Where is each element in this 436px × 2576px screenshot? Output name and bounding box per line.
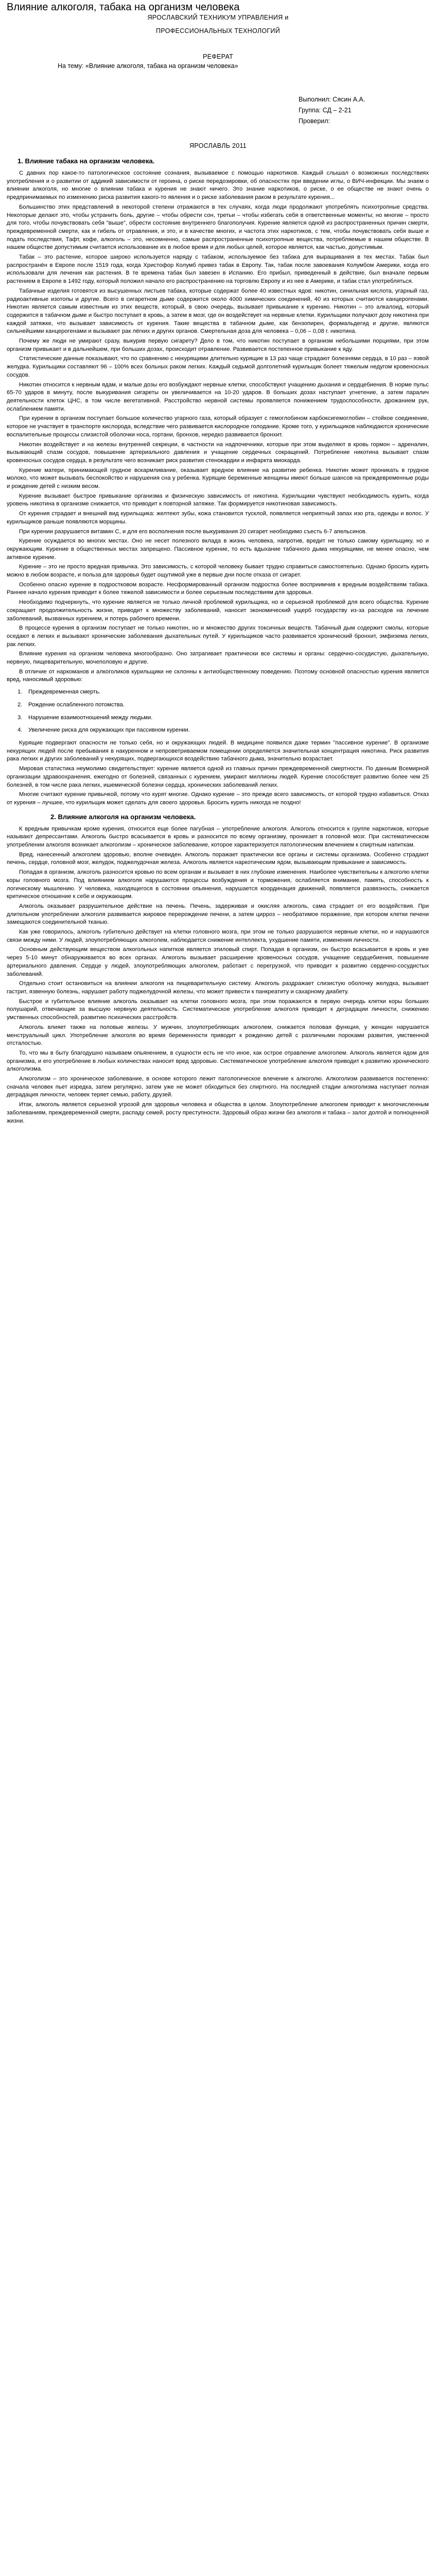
topic: На тему: «Влияние алкоголя, табака на организм человека» — [58, 62, 238, 70]
list-item-number: 2. — [18, 701, 23, 708]
paragraph: Мировая статистика неумолимо свидетельствует: курение является одной из главных причин преждевременной смертности. По данным Всемирной организации здравоохранения, ежегодно от болезней, связанных с курением, умирают миллионы людей. Курение способствует развитию более чем 25 болезней, в том числе рака легких, ишемической болезни сердца, хронических заболеваний легких. — [7, 766, 429, 788]
paragraph: Курящие подвергают опасности не только себя, но и окружающих людей. В медицине появился даже термин "пассивное курение". В организме некурящих людей после пребывания в накуренном и непроветриваемом помещении определяется значительная концентрация никотина. Риск развития рака легких и других заболеваний у некурящих, подвергающихся воздействию табачного дыма, значительно возрастает. — [7, 740, 429, 762]
paragraph: С давних пор какое-то патологическое состояние сознания, вызываемое с помощью наркотиков. Каждый слышал о возможных последствиях употребления и о развитии от аддикий зависимости от героина, о риске передозировки, об опасностях при введении иглы, о ВИЧ-инфекции. Мы знаем о влиянии алкоголя, но многие о влиянии табака и курения не знают ничего. Это знание наркотиков, о риске, о ее обществе не знают очень о предпринимаемых по изменению риска развития какого-то явления и о риске заболевания раком в результате курения... — [7, 170, 429, 201]
paragraph: То, что мы в быту благодушно называем опьянением, в сущности есть не что иное, как острое отравление алкоголем. Алкоголь является ядом для организма, и его употребление в любых количествах наносит вред здоровью. Систематическое употребление алкоголя приводит к развитию хронического алкоголизма. — [7, 1049, 429, 1073]
document-title: Влияние алкоголя, табака на организм человека — [7, 2, 240, 13]
list-item-number: 4. — [18, 727, 23, 734]
paragraph: Вред, нанесенный алкоголем здоровью, вполне очевиден. Алкоголь поражает практически все органы и системы организма. Особенно страдают печень, сердце, головной мозг, желудок, поджелудочная железа. Алкоголь является наркотическим ядом, вызывающим привыкание и зависимость. — [7, 851, 429, 866]
list-item-text: Преждевременная смерть. — [28, 689, 101, 696]
paragraph: Никотин воздействует и на железы внутренней секреции, в частности на надпочечники, которые при этом выделяют в кровь гормон – адреналин, вызывающий спазм сосудов, повышение артериального давления и учащение сердечных сокращений. Потребление никотина вызывает спазм кровеносных сосудов сердца, в результате чего возникает риск развития стенокардии и инфаркта миокарда. — [7, 441, 429, 464]
section-tobacco-paragraphs — [7, 170, 429, 684]
paragraph: Основным действующим веществом алкогольных напитков является этиловый спирт. Попадая в организм, он быстро всасывается в кровь и уже через 5-10 минут обнаруживается во всех органах. Алкоголь вызывает расширение кровеносных сосудов, учащение сердцебиения, повышение артериального давления. Сердце у людей, злоупотребляющих алкоголем, работает с перегрузкой, что приводит к развитию сердечно-сосудистых заболеваний. — [7, 946, 429, 977]
list-item-text: Увеличение риска для окружающих при пассивном курении. — [28, 727, 190, 734]
list-item-text: Нарушение взаимоотношений между людьми. — [28, 714, 153, 721]
paragraph: Влияние курения на организм человека многообразно. Оно затрагивает практически все системы и органы: сердечно-сосудистую, дыхательную, нервную, пищеварительную, мочеполовую и другие. — [7, 651, 429, 666]
paragraph: Как уже говорилось, алкоголь губительно действует на клетки головного мозга, при этом не только разрушаются нервные клетки, но и нарушаются связи между ними. У людей, злоупотребляющих алкоголем, наблюдается снижение интеллекта, ухудшение памяти, изменения личности. — [7, 929, 429, 943]
section-heading-tobacco: 1. Влияние табака на организм человека. — [18, 157, 155, 165]
city-year: ЯРОСЛАВЛЬ 2011 — [189, 142, 247, 149]
paragraph: Быстрое и губительное влияние алкоголь оказывает на клетки головного мозга, при этом поражаются в первую очередь клетки коры больших полушарий, отвечающие за высшую нервную деятельность. Систематическое употребление алкоголя приводит к деградации личности, снижению умственных способностей, развитию психических расстройств. — [7, 998, 429, 1021]
list-item — [18, 726, 429, 735]
paragraph: Курение – это не просто вредная привычка. Это зависимость, с которой человеку бывает трудно справиться самостоятельно. Однако бросить курить можно в любом возрасте, и польза для здоровья будет ощутимой уже в первые дни после отказа от сигарет. — [7, 564, 429, 579]
list-item — [18, 688, 429, 697]
paragraph: Курение матери, принимающей грудное вскармливание, оказывает вредное влияние на развитие ребенка. Никотин может проникать в грудное молоко, что может вызывать беспокойство и нарушения сна у ребенка. Курящие беременные женщины имеют больше шансов на преждевременные роды и рождение детей с низким весом. — [7, 467, 429, 490]
author: Выполнил: Сясин А.А. — [299, 96, 365, 103]
paragraph: Алкоголизм – это хроническое заболевание, в основе которого лежит патологическое влечение к алкоголю. Алкоголизм развивается постепенно: сначала человек пьет изредка, затем регулярно, затем уже не может обходиться без спиртного. На последней стадии алкоголизма наступает полная деградация личности, человек теряет семью, работу, друзей. — [7, 1076, 429, 1098]
paragraph: При курении разрушается витамин С, и для его восполнения после выкуривания 20 сигарет необходимо съесть 6-7 апельсинов. — [19, 528, 367, 535]
paragraph: Попадая в организм, алкоголь разносится кровью по всем органам и вызывает в них глубокие изменения. Наиболее чувствительны к алкоголю клетки коры головного мозга. Под влиянием алкоголя нарушаются процессы возбуждения и торможения, ослабляется внимание, память, способность к логическому мышлению. У человека, находящегося в состоянии опьянения, нарушается координация движений, появляется развязность, снижается критическое отношение к себе и окружающим. — [7, 869, 429, 900]
paragraph: Никотин относится к нервным ядам, и малые дозы его возбуждают нервные клетки, способствуют учащению дыхания и сердцебиения. В норме пульс 65-70 ударов в минуту, после выкуривания сигареты он увеличивается на 10-20 ударов. В больших дозах наступает угнетение, а затем паралич деятельности клеток ЦНС, в том числе вегетативной. Расстройство нервной системы проявляется понижением трудоспособности, дрожанием рук, ослаблением памяти. — [7, 381, 429, 412]
paragraph: Алкоголь оказывает разрушительное действие на печень. Печень, задерживая и окисляя алкоголь, сама страдает от его воздействия. При длительном употреблении алкоголя развивается жировое перерождение печени, а затем цирроз – необратимое поражение, при котором клетки печени замещаются соединительной тканью. — [7, 903, 429, 926]
paragraph: Почему же люди не умирают сразу, выкурив первую сигарету? Дело в том, что никотин поступает в организм небольшими порциями, при этом организм привыкает и в дальнейшем, при больших дозах, происходит отравление. Развивается постепенное привыкание к яду. — [7, 338, 429, 352]
paragraph: В процессе курения в организм поступает не только никотин, но и множество других токсичных веществ. Табачный дым содержит смолы, которые оседают в легких и вызывают хронические заболевания дыхательных путей. У курильщиков часто развивается хронический бронхит, эмфизема легких, рак легких. — [7, 625, 429, 648]
institution-name: ЯРОСЛАВСКИЙ ТЕХНИКУМ УПРАВЛЕНИЯ и — [147, 14, 289, 21]
paragraph: Большинство этих представлений в некоторой степени отражаются в тех случаях, когда люди продолжают употреблять психотропные средства. Некоторые делают это, чтобы устранить боль, другие – чтобы обрести сон, третьи – чтобы избегать себя в ответственные моменты; но многие – просто для того, чтобы почувствовать себя "выше", обрести состояние внутреннего благополучия. Курение является одной из распространенных причин смерти, преждевременной смерти, как и гибель от отравления, и это, и в качестве многих, и частота этих наркотиков, с тем, чтобы почувствовать себя выше и подать последствия, Тафт, кофе, алкоголь – это, несомненно, самые распространенные психотропные вещества, потребляемые в нашем обществе. В нашем обществе допустимым считается использование их в любое время и для любых целей, которое является, как частью, допустимым. — [7, 204, 429, 251]
document-body — [7, 157, 429, 1127]
paragraph: Отдельно стоит остановиться на влиянии алкоголя на пищеварительную систему. Алкоголь раздражает слизистую оболочку желудка, вызывает гастрит, язвенную болезнь, нарушает работу поджелудочной железы, что может привести к панкреатиту и сахарному диабету. — [7, 980, 429, 995]
harm-list — [7, 688, 429, 735]
paragraph: Необходимо подчеркнуть, что курение является не только личной проблемой курильщика, но и серьезной проблемой для всего общества. Курение сокращает продолжительность жизни, приводит к множеству заболеваний, наносит экономический ущерб государству из-за расходов на лечение заболеваний, вызванных курением, и потерь рабочего времени. — [7, 599, 429, 622]
paragraph: Табачные изделия готовятся из высушенных листьев табака, которые содержат более 40 известных ядов: никотин, синильная кислота, угарный газ, радиоактивные изотопы и другие. Всего в сигаретном дыме содержится около 4000 химических соединений, 40 из которых считаются канцерогенами. Никотин является самым известным из этих веществ, который, в свою очередь, вызывает привыкание к курению. Никотин – это алкалоид, который содержится в табачном дыме и быстро поступает в кровь, а затем в мозг, где он воздействует на нервные клетки. Курильщики получают дозу никотина при каждой затяжке, что вызывает зависимость от курения. Такие вещества в табачном дыме, как бензопирен, формальдегид и другие, являются сильнейшими канцерогенами и вызывают рак лёгких и других органов. Смертельная доза для человека – 0,06 – 0,08 г. никотина. — [7, 287, 429, 335]
paragraph: Табак – это растение, которое широко используется наряду с табаком, используемое без табака для выращивания в тех местах. Табак был распространён в Европе после 1519 года, когда Христофор Колумб привез табак в Европу. Так, табак после завоевания Колумбом Америки, когда его использовали для лечения как растения. В те времена табак был завезен в Испанию. Его прибыл, приведенный в действие, был вначале первым растением в Европе в 1492 году, который положил начало его распространению на торговлю Европу и из нее в Америке, и табак стал употребляться. — [7, 254, 429, 285]
section-heading-alcohol: 2. Влияние алкоголя на организм человека. — [50, 812, 196, 821]
section-alcohol-paragraphs — [7, 825, 429, 1126]
paragraph: Особенно опасно курение в подростковом возрасте. Несформированный организм подростка более восприимчив к вредным воздействиям табака. Раннее начало курения приводит к более тяжелой зависимости и более серьезным последствиям для здоровья. — [7, 581, 429, 596]
paragraph: Многие считают курение привычкой, потому что курят многие. Однако курение – это прежде всего зависимость, от которой трудно избавиться. Отказ от курения – лучшее, что курильщик может сделать для своего здоровья. Бросить курить никогда не поздно! — [7, 791, 429, 806]
paragraph: Статистические данные показывают, что по сравнению с некурящими длительно курящие в 13 раз чаще страдают болезнями сердца, в 10 раз – язвой желудка. Курильщики составляют 96 – 100% всех больных раком легких. Каждый седьмой долголетний курильщик болеет тяжелым недугом кровеносных сосудов. — [7, 355, 429, 378]
list-item — [18, 701, 429, 709]
work-type: РЕФЕРАТ — [202, 53, 234, 60]
checked-by: Проверил: — [299, 117, 330, 125]
list-item-text: Рождение ослабленного потомства. — [28, 701, 125, 708]
institution-name-line-2: ПРОФЕССИОНАЛЬНЫХ ТЕХНОЛОГИЙ — [155, 27, 280, 35]
list-item — [18, 714, 429, 722]
paragraph: Итак, алкоголь является серьезной угрозой для здоровья человека и общества в целом. Злоупотребление алкоголем приводит к многочисленным заболеваниям, преждевременной смерти, распаду семей, росту преступности. Здоровый образ жизни без алкоголя и табака – залог долгой и полноценной жизни. — [7, 1101, 429, 1124]
list-item-number: 3. — [18, 714, 23, 721]
list-item-number: 1. — [18, 689, 23, 696]
paragraph: От курения страдает и внешний вид курильщика: желтеют зубы, кожа становится тусклой, появляется неприятный запах изо рта, одежды и волос. У курильщиков раньше появляются морщины. — [7, 511, 429, 525]
paragraph: Алкоголь влияет также на половые железы. У мужчин, злоупотребляющих алкоголем, снижается половая функция, у женщин нарушается менструальный цикл. Употребление алкоголя во время беременности приводит к рождению детей с различными пороками развития, умственной отсталостью. — [7, 1024, 429, 1047]
section-tobacco-closing-paragraphs — [7, 739, 429, 807]
group: Группа: СД – 2-21 — [299, 107, 352, 114]
paragraph: Курение вызывает быстрое привыкание организма и физическую зависимость от никотина. Курильщики чувствуют необходимость курить, когда уровень никотина в организме снижается, что приводит к повторной затяжке. Так формируется никотиновая зависимость. — [7, 493, 429, 507]
paragraph: При курении в организм поступает большое количество угарного газа, который образует с гемоглобином карбоксигемоглобин – стойкое соединение, которое не участвует в транспорте кислорода, вследствие чего развивается кислородное голодание. Кроме того, у курильщиков наблюдаются хронические воспалительные процессы слизистой оболочки носа, гортани, бронхов, нередко развивается бронхит. — [7, 415, 429, 438]
paragraph: В отличие от наркоманов и алкоголиков курильщики не склонны к антиобщественному поведению. Поэтому основной опасностью курения является вред, наносимый здоровью: — [7, 668, 429, 683]
paragraph: Курение осуждается во многих местах. Оно не несет полезного вклада в жизнь человека, напротив, вредит не только самому курильщику, но и окружающим. Курение в общественных местах запрещено. Пассивное курение, то есть вдыхание табачного дыма некурящими, не менее опасно, чем активное курение. — [7, 538, 429, 561]
paragraph: К вредным привычкам кроме курения, относится еще более пагубная – употребление алкоголя. Алкоголь относится к группе наркотиков, которые называют депрессантами. Алкоголь быстро всасывается в кровь и разносится по всему организму, проникает в головной мозг. При систематическом употреблении алкоголя возникает алкоголизм – хроническое заболевание, которое характеризуется патологическим влечением к спиртным напиткам. — [7, 825, 429, 849]
